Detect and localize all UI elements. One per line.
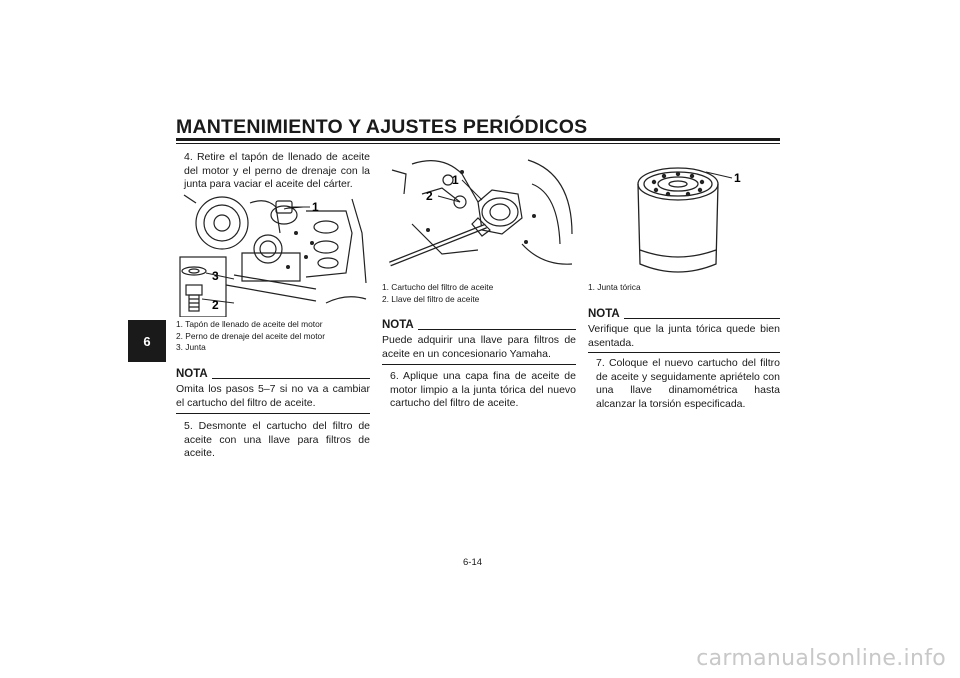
column-3	[588, 0, 780, 678]
nota-rule-bottom	[588, 352, 780, 353]
figure-captions	[176, 319, 325, 354]
nota-heading: NOTA	[588, 308, 620, 320]
figure-captions	[588, 282, 641, 294]
figure-callout-2: 2	[212, 298, 219, 312]
nota-text: Puede adquirir una llave para filtros de aceite en un concesionario Yamaha.	[382, 334, 576, 360]
column-2	[382, 0, 576, 678]
page-number: 6-14	[463, 557, 483, 568]
nota-rule	[624, 318, 780, 319]
nota-heading: NOTA	[382, 319, 414, 331]
nota-rule-bottom	[176, 413, 370, 414]
caption-item: 3. Junta	[176, 342, 206, 352]
nota-heading: NOTA	[176, 368, 208, 380]
figure-callout-1: 1	[312, 200, 319, 214]
column-1	[176, 0, 370, 678]
figure-callout-2: 2	[426, 189, 433, 203]
caption-item: 1. Junta tórica	[588, 282, 641, 292]
page-title: MANTENIMIENTO Y AJUSTES PERIÓDICOS	[176, 116, 588, 138]
oil-filter-cartridge-figure	[588, 160, 780, 278]
caption-item: 1. Cartucho del filtro de aceite	[382, 282, 494, 292]
nota-rule	[418, 329, 576, 330]
step-4-text: 4. Retire el tapón de llenado de aceite del motor y el perno de drenaje con la junta para vaciar el aceite del cárter.	[184, 151, 370, 190]
figure-callout-1: 1	[452, 173, 459, 187]
step-5-text: 5. Desmonte el cartucho del filtro de aceite con una llave para filtros de aceite.	[184, 420, 370, 459]
nota-rule-bottom	[382, 364, 576, 365]
figure-callout-1: 1	[734, 171, 741, 185]
filter-wrench-figure	[382, 154, 576, 278]
step-7-text: 7. Coloque el nuevo cartucho del filtro de aceite y seguidamente apriételo con una llave dinamométrica hasta alcanzar la torsión especificada.	[596, 357, 780, 410]
caption-item: 2. Perno de drenaje del aceite del motor	[176, 330, 325, 341]
figure-callout-3: 3	[212, 269, 219, 283]
nota-text: Omita los pasos 5–7 si no va a cambiar el cartucho del filtro de aceite.	[176, 383, 370, 409]
caption-item: 2. Llave del filtro de aceite	[382, 293, 480, 304]
chapter-tab: 6	[128, 320, 166, 362]
watermark: carmanualsonline.info	[696, 646, 946, 671]
nota-rule	[212, 378, 370, 379]
figure-captions	[382, 282, 493, 305]
engine-drain-figure	[176, 193, 370, 317]
nota-text: Verifique que la junta tórica quede bien asentada.	[588, 323, 780, 349]
caption-item: 1. Tapón de llenado de aceite del motor	[176, 319, 323, 329]
step-6-text: 6. Aplique una capa fina de aceite de motor limpio a la junta tórica del nuevo cartucho del filtro de aceite.	[390, 370, 576, 409]
